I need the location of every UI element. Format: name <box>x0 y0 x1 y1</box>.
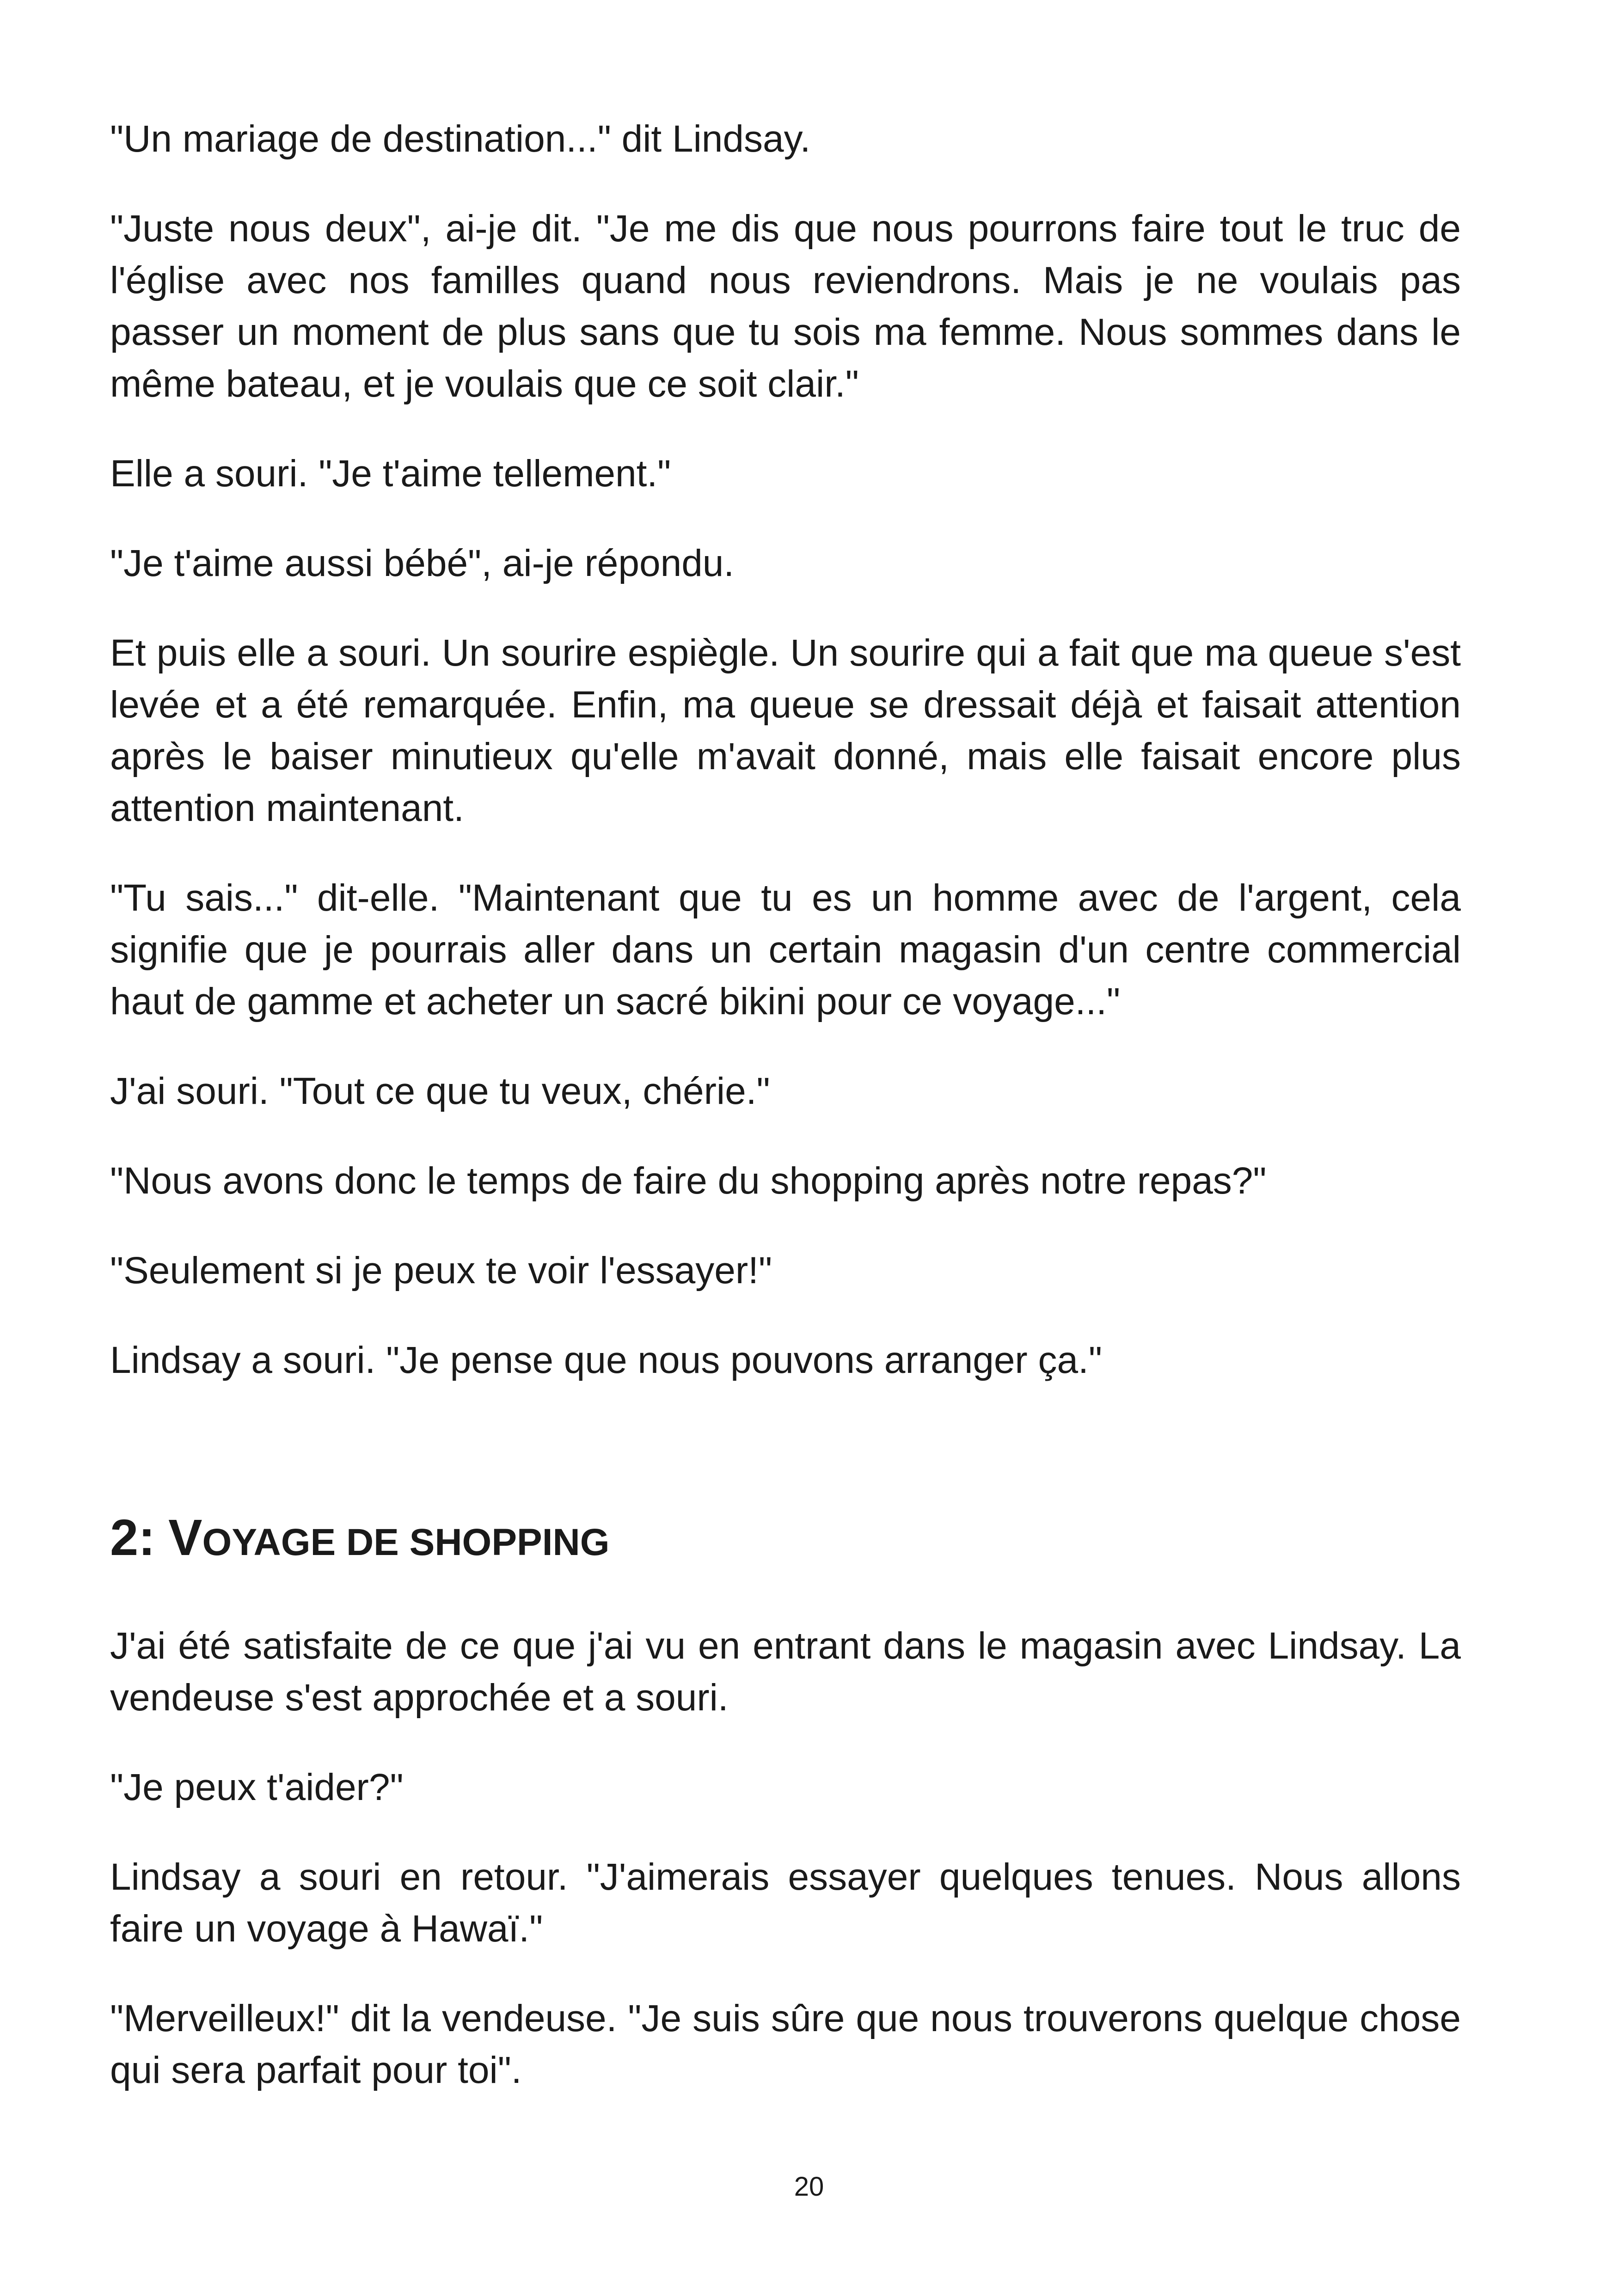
paragraph: Lindsay a souri en retour. "J'aimerais essayer quelques tenues. Nous allons faire un voyage à Hawaï." <box>110 1856 1461 1950</box>
paragraph: "Merveilleux!" dit la vendeuse. "Je suis sûre que nous trouverons quelque chose qui sera parfait pour toi". <box>110 1997 1461 2091</box>
paragraph: Lindsay a souri. "Je pense que nous pouvons arranger ça." <box>110 1339 1103 1381</box>
paragraph: "Je t'aime aussi bébé", ai-je répondu. <box>110 542 735 584</box>
chapter-title-rest: OYAGE DE SHOPPING <box>202 1521 610 1563</box>
paragraph: "Tu sais..." dit-elle. "Maintenant que tu es un homme avec de l'argent, cela signifie que je pourrais aller dans un certain magasin d'un centre commercial haut de gamme et acheter un sacré bikini pour ce voyage..." <box>110 877 1461 1022</box>
paragraph: J'ai été satisfaite de ce que j'ai vu en entrant dans le magasin avec Lindsay. La vendeuse s'est approchée et a souri. <box>110 1625 1461 1719</box>
paragraph: "Un mariage de destination..." dit Lindsay. <box>110 118 811 160</box>
paragraph: "Juste nous deux", ai-je dit. "Je me dis que nous pourrons faire tout le truc de l'église avec nos familles quand nous reviendrons. Mais je ne voulais pas passer un moment de plus sans que tu sois ma femme. Nous sommes dans le même bateau, et je voulais que ce soit clair." <box>110 208 1461 405</box>
chapter-heading <box>110 1506 1461 1570</box>
paragraph: J'ai souri. "Tout ce que tu veux, chérie." <box>110 1070 770 1112</box>
paragraph: Et puis elle a souri. Un sourire espiègle. Un sourire qui a fait que ma queue s'est levée et a été remarquée. Enfin, ma queue se dressait déjà et faisait attention après le baiser minutieux qu'elle m'avait donné, mais elle faisait encore plus attention maintenant. <box>110 632 1461 829</box>
page-number: 20 <box>794 2172 824 2202</box>
paragraph: "Nous avons donc le temps de faire du shopping après notre repas?" <box>110 1160 1267 1202</box>
chapter-title-initial: V <box>168 1509 202 1566</box>
page-content <box>110 113 1461 2134</box>
paragraph: "Je peux t'aider?" <box>110 1766 404 1808</box>
paragraph: Elle a souri. "Je t'aime tellement." <box>110 453 671 495</box>
chapter-number: 2: <box>110 1509 155 1566</box>
paragraph: "Seulement si je peux te voir l'essayer!" <box>110 1249 772 1292</box>
